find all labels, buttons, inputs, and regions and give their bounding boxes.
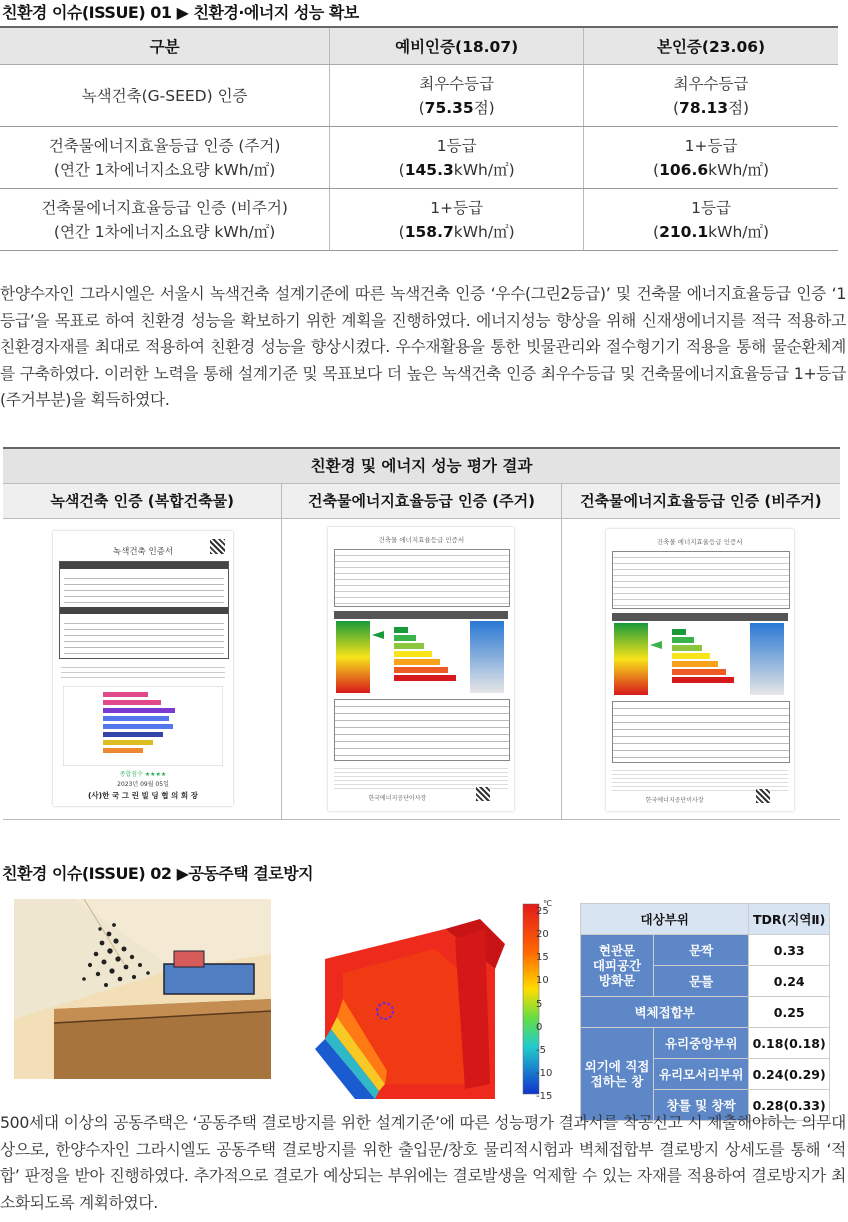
row-label: 녹색건축(G-SEED) 인증 <box>0 65 330 127</box>
qr-code-icon <box>210 539 225 554</box>
energy-cert-residential-cell <box>281 519 560 819</box>
tdr-group-door: 현관문 대피공간 방화문 <box>581 935 654 997</box>
scale-tick: 25 <box>536 906 549 917</box>
tdr-part: 유리중앙부위 <box>654 1028 749 1059</box>
table-row <box>0 65 838 127</box>
scale-unit: ℃ <box>543 899 552 908</box>
scale-tick: 5 <box>536 998 543 1010</box>
tdr-value: 0.18(0.18) <box>749 1028 830 1059</box>
thermal-simulation-image <box>295 899 565 1099</box>
energy-cert-issuer: 한국에너지공단이사장 <box>368 795 427 802</box>
cert-date: 2023년 09월 05일 <box>117 781 169 788</box>
scale-tick: -10 <box>536 1067 553 1079</box>
results-title: 친환경 및 에너지 성능 평가 결과 <box>3 447 840 484</box>
cert-title: 녹색건축 인증서 <box>112 547 174 557</box>
energy-certificate-nonresidential <box>606 529 794 811</box>
scale-tick: 15 <box>536 952 549 964</box>
scale-tick: 20 <box>536 929 549 941</box>
main-value: 최우수등급 (78.13점) <box>584 65 838 127</box>
energy-cert-title: 건축물 에너지효율등급 인증서 <box>656 538 743 546</box>
score-bar-chart <box>63 686 223 766</box>
preliminary-value: 1등급 (145.3kWh/㎡) <box>330 127 584 189</box>
scale-tick: -5 <box>536 1044 546 1056</box>
row-label: 건축물에너지효율등급 인증 (주거) (연간 1차에너지소요량 kWh/㎡) <box>0 127 330 189</box>
results-col-green: 녹색건축 인증 (복합건축물) <box>50 492 234 510</box>
tdr-value: 0.33 <box>749 935 830 966</box>
results-columns <box>3 484 840 519</box>
table-row <box>0 189 838 251</box>
results-col-residential: 건축물에너지효율등급 인증 (주거) <box>281 484 560 518</box>
row-label: 건축물에너지효율등급 인증 (비주거) (연간 1차에너지소요량 kWh/㎡) <box>0 189 330 251</box>
grade-stars: 종합점수 ★★★★ <box>119 771 167 778</box>
scale-tick: 0 <box>536 1021 543 1033</box>
cert-issuer: (사)한 국 그 린 빌 딩 협 의 회 장 <box>87 791 199 800</box>
green-cert-cell <box>3 519 281 819</box>
tdr-header-value: TDR(지역Ⅱ) <box>749 904 830 935</box>
table-row <box>0 127 838 189</box>
energy-cert-issuer: 한국에너지공단이사장 <box>645 797 704 804</box>
col-header-preliminary: 예비인증(18.07) <box>330 27 584 65</box>
tdr-header-target: 대상부위 <box>581 904 749 935</box>
tdr-value: 0.25 <box>749 997 830 1028</box>
tdr-part: 벽체접합부 <box>581 997 749 1028</box>
certificate-images <box>3 519 840 820</box>
issue1-heading: 친환경 이슈(ISSUE) 01 ▶ 친환경·에너지 성능 확보 <box>2 3 359 22</box>
qr-code-icon <box>476 787 490 801</box>
main-value: 1등급 (210.1kWh/㎡) <box>584 189 838 251</box>
issue2-paragraph: 500세대 이상의 공동주택은 ‘공동주택 결로방지를 위한 설계기준’에 따른 성능평가 결과서를 착공신고 시 제출해야하는 의무대상으로, 한양수자인 그라시엘도 공동주택 결로방지를 위한 출입문/창호 물리적시험과 벽체접합부 결로방지 상세도를 통해 ‘적합’ 판정을 받아 진행하였다. 추가적으로 결로가 예상되는 부위에는 결로발생을 억제할 수 있는 자재를 적용하여 결로방지가 최소화되도록 계획하였다. <box>0 1113 846 1212</box>
tdr-part: 문틀 <box>654 966 749 997</box>
preliminary-value: 최우수등급 (75.35점) <box>330 65 584 127</box>
results-panel <box>3 447 840 820</box>
certification-table <box>0 26 838 251</box>
qr-code-icon <box>756 789 770 803</box>
energy-cert-title: 건축물 에너지효율등급 인증서 <box>378 536 465 544</box>
tdr-value: 0.24 <box>749 966 830 997</box>
tdr-part: 창틀 및 창짝 <box>654 1090 749 1121</box>
energy-grade-chart <box>336 621 506 693</box>
preliminary-value: 1+등급 (158.7kWh/㎡) <box>330 189 584 251</box>
cert-info-table <box>59 561 229 659</box>
tdr-value: 0.28(0.33) <box>749 1090 830 1121</box>
tdr-value: 0.24(0.29) <box>749 1059 830 1090</box>
energy-certificate-residential <box>328 527 514 811</box>
green-building-certificate <box>53 531 233 806</box>
col-header-main: 본인증(23.06) <box>584 27 838 65</box>
tdr-part: 문짝 <box>654 935 749 966</box>
issue2-heading: 친환경 이슈(ISSUE) 02 ▶공동주택 결로방지 <box>2 864 314 883</box>
issue1-paragraph: 한양수자인 그라시엘은 서울시 녹색건축 설계기준에 따른 녹색건축 인증 ‘우수(그린2등급)’ 및 건축물 에너지효율등급 인증 ‘1등급’을 목표로 하여 친환경 성능을 확보하기 위한 계획을 진행하였다. 에너지성능 향상을 위해 신재생에너지를 적극 적용하고 친환경자재를 최대로 적용하여 친환경 성능을 향상시켰다. 우수재활용을 통한 빗물관리와 절수형기기 적용을 통해 물순환체계를 구축하였다. 이러한 노력을 통해 설계기준 및 목표보다 더 높은 녹색건축 인증 최우수등급 및 건축물에너지효율등급 1+등급(주거부분)을 획득하였다. <box>0 284 846 409</box>
condensation-illustration <box>14 899 271 1079</box>
results-col-nonresidential: 건축물에너지효율등급 인증 (비주거) <box>561 484 840 518</box>
scale-tick: -15 <box>536 1091 553 1102</box>
temperature-scale-labels <box>536 906 566 1102</box>
col-header-category: 구분 <box>0 27 330 65</box>
scale-tick: 10 <box>536 975 549 987</box>
energy-cert-nonresidential-cell <box>561 519 840 819</box>
tdr-group-window: 외기에 직접 접하는 창 <box>581 1028 654 1121</box>
tdr-part: 유리모서리부위 <box>654 1059 749 1090</box>
main-value: 1+등급 (106.6kWh/㎡) <box>584 127 838 189</box>
tdr-table <box>580 903 830 1121</box>
energy-grade-chart <box>614 623 786 695</box>
